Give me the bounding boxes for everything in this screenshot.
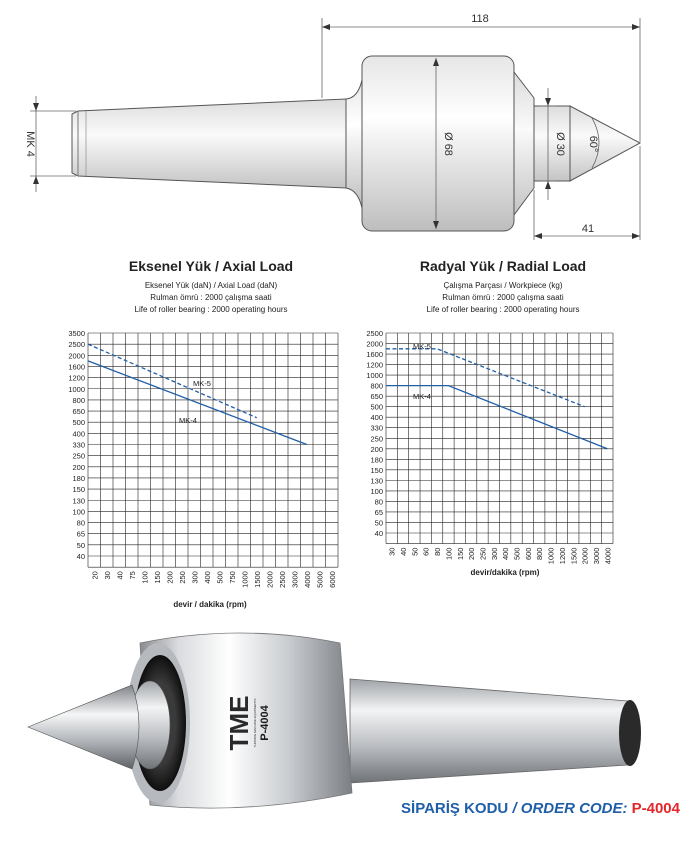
- radial-y-tick: 650: [370, 392, 383, 402]
- axial-x-tick: 1500: [252, 571, 262, 588]
- radial-y-tick: 150: [370, 465, 383, 475]
- axial-y-tick: 40: [76, 552, 85, 561]
- axial-x-tick: 1000: [240, 571, 250, 588]
- axial-x-tick: 2500: [277, 571, 287, 588]
- axial-series-label: MK-5: [193, 379, 211, 388]
- radial-y-tick: 2000: [366, 339, 383, 349]
- radial-series-label: MK-4: [413, 392, 431, 401]
- photo-brand-small: TURNING MACHINE EQUIPMENTS: [253, 698, 257, 748]
- radial-chart-xlabel: devir/dakika (rpm): [470, 568, 540, 577]
- order-code-separator: /: [512, 800, 517, 817]
- axial-chart-xlabel: devir / dakika (rpm): [173, 600, 247, 609]
- dim-angle: 60°: [587, 135, 599, 153]
- radial-x-tick: 800: [535, 547, 545, 561]
- nose-ring: [514, 72, 534, 215]
- radial-y-tick: 400: [370, 413, 383, 423]
- radial-x-tick: 500: [512, 547, 522, 561]
- axial-y-tick: 100: [72, 507, 85, 517]
- axial-y-tick: 200: [72, 462, 85, 472]
- axial-x-tick: 6000: [327, 571, 337, 588]
- radial-y-tick: 2500: [366, 329, 383, 338]
- radial-y-tick: 330: [370, 423, 383, 433]
- axial-x-tick: 250: [177, 571, 187, 584]
- axial-x-tick: 75: [127, 571, 137, 580]
- axial-x-tick: 40: [115, 571, 125, 580]
- photo-shank-end: [619, 700, 641, 766]
- radial-x-tick: 400: [501, 547, 511, 561]
- order-code-label-tr: SİPARİŞ KODU: [401, 800, 509, 817]
- axial-y-tick: 500: [72, 418, 85, 428]
- radial-y-tick: 1000: [366, 371, 383, 381]
- radial-x-tick: 150: [455, 547, 465, 561]
- radial-x-tick: 600: [523, 547, 533, 561]
- dim-length: 118: [471, 13, 489, 25]
- photo-model: P-4004: [259, 705, 271, 741]
- radial-chart-subtitle-2: Rulman ömrü : 2000 çalışma saati: [442, 293, 564, 302]
- order-code-label-en: ORDER CODE:: [520, 800, 628, 817]
- axial-x-tick: 100: [140, 571, 150, 584]
- radial-chart-subtitle-3: Life of roller bearing : 2000 operating hours: [426, 305, 580, 314]
- radial-x-tick: 300: [489, 547, 499, 561]
- axial-x-tick: 500: [215, 571, 225, 584]
- radial-x-tick: 30: [387, 547, 397, 556]
- photo-cone: [28, 685, 139, 769]
- radial-y-tick: 80: [374, 497, 383, 507]
- axial-y-tick: 80: [76, 518, 85, 528]
- axial-series-label: MK-4: [179, 416, 197, 425]
- axial-x-tick: 20: [90, 571, 100, 580]
- radial-y-tick: 500: [370, 402, 383, 412]
- taper-shank: [72, 99, 346, 188]
- axial-y-tick: 150: [72, 485, 85, 495]
- technical-drawing: [0, 0, 700, 245]
- axial-x-tick: 2000: [265, 571, 275, 588]
- axial-series-mk-4: [88, 361, 307, 445]
- photo-shank: [350, 679, 634, 783]
- axial-y-tick: 250: [72, 451, 85, 461]
- radial-x-tick: 250: [478, 547, 488, 561]
- radial-x-tick: 200: [467, 547, 477, 561]
- axial-chart-subtitle-3: Life of roller bearing : 2000 operating hours: [134, 305, 288, 314]
- axial-y-tick: 180: [72, 473, 85, 483]
- radial-chart-title: Radyal Yük / Radial Load: [419, 258, 587, 274]
- order-code-value: P-4004: [631, 800, 680, 817]
- radial-x-tick: 4000: [603, 547, 613, 565]
- dim-spindle-dia: Ø 30: [554, 132, 566, 156]
- axial-y-tick: 650: [72, 407, 85, 417]
- axial-y-tick: 2500: [68, 340, 85, 350]
- axial-y-tick: 2000: [68, 351, 85, 361]
- axial-y-tick: 400: [72, 429, 85, 439]
- axial-x-tick: 400: [202, 571, 212, 584]
- radial-y-tick: 1600: [366, 350, 383, 360]
- axial-y-tick: 800: [72, 395, 85, 405]
- radial-x-tick: 40: [399, 547, 409, 556]
- bearing-body: [362, 56, 514, 231]
- radial-y-tick: 1200: [366, 360, 383, 370]
- axial-x-tick: 30: [102, 571, 112, 580]
- radial-y-tick: 65: [374, 507, 383, 517]
- axial-x-tick: 150: [152, 571, 162, 584]
- radial-chart-subtitle-1: Çalışma Parçası / Workpiece (kg): [443, 281, 563, 290]
- axial-load-chart: [0, 250, 350, 620]
- axial-y-tick: 1000: [68, 384, 85, 394]
- radial-x-tick: 80: [433, 547, 443, 556]
- axial-y-tick: 1600: [68, 362, 85, 372]
- radial-x-tick: 3000: [591, 547, 601, 565]
- axial-chart-title: Eksenel Yük / Axial Load: [128, 258, 294, 274]
- dim-body-dia: Ø 68: [442, 132, 454, 156]
- radial-x-tick: 50: [410, 547, 420, 556]
- radial-y-tick: 100: [370, 486, 383, 496]
- axial-chart-subtitle-2: Rulman ömrü : 2000 çalışma saati: [150, 293, 272, 302]
- cone-point: [570, 106, 640, 181]
- radial-y-tick: 50: [374, 518, 383, 528]
- axial-y-tick: 330: [72, 440, 85, 450]
- axial-y-tick: 65: [76, 529, 85, 539]
- radial-y-tick: 130: [370, 476, 383, 486]
- axial-y-tick: 1200: [68, 373, 85, 383]
- axial-x-tick: 4000: [302, 571, 312, 588]
- radial-load-chart: [350, 250, 700, 585]
- axial-y-tick: 130: [72, 496, 85, 506]
- radial-series-label: MK-5: [413, 342, 431, 351]
- axial-x-tick: 750: [227, 571, 237, 584]
- radial-x-tick: 1200: [557, 547, 567, 565]
- radial-x-tick: 1000: [546, 547, 556, 565]
- dim-taper: MK 4: [24, 131, 36, 157]
- radial-y-tick: 40: [374, 529, 383, 538]
- radial-x-tick: 100: [444, 547, 454, 561]
- radial-y-tick: 800: [370, 381, 383, 391]
- radial-x-tick: 2000: [580, 547, 590, 565]
- axial-y-tick: 3500: [68, 329, 85, 338]
- radial-x-tick: 60: [421, 547, 431, 556]
- radial-x-tick: 1500: [569, 547, 579, 565]
- radial-y-tick: 200: [370, 444, 383, 454]
- collar: [346, 80, 362, 208]
- axial-y-tick: 50: [76, 540, 85, 550]
- axial-x-tick: 200: [165, 571, 175, 584]
- dim-nose: 41: [581, 223, 595, 235]
- axial-x-tick: 300: [190, 571, 200, 584]
- axial-x-tick: 3000: [290, 571, 300, 588]
- radial-y-tick: 250: [370, 434, 383, 444]
- order-code-footer: [0, 800, 680, 817]
- product-photo: [0, 615, 700, 830]
- axial-x-tick: 5000: [315, 571, 325, 588]
- radial-y-tick: 180: [370, 455, 383, 465]
- axial-chart-subtitle-1: Eksenel Yük (daN) / Axial Load (daN): [144, 281, 278, 290]
- photo-brand: TME: [224, 695, 254, 751]
